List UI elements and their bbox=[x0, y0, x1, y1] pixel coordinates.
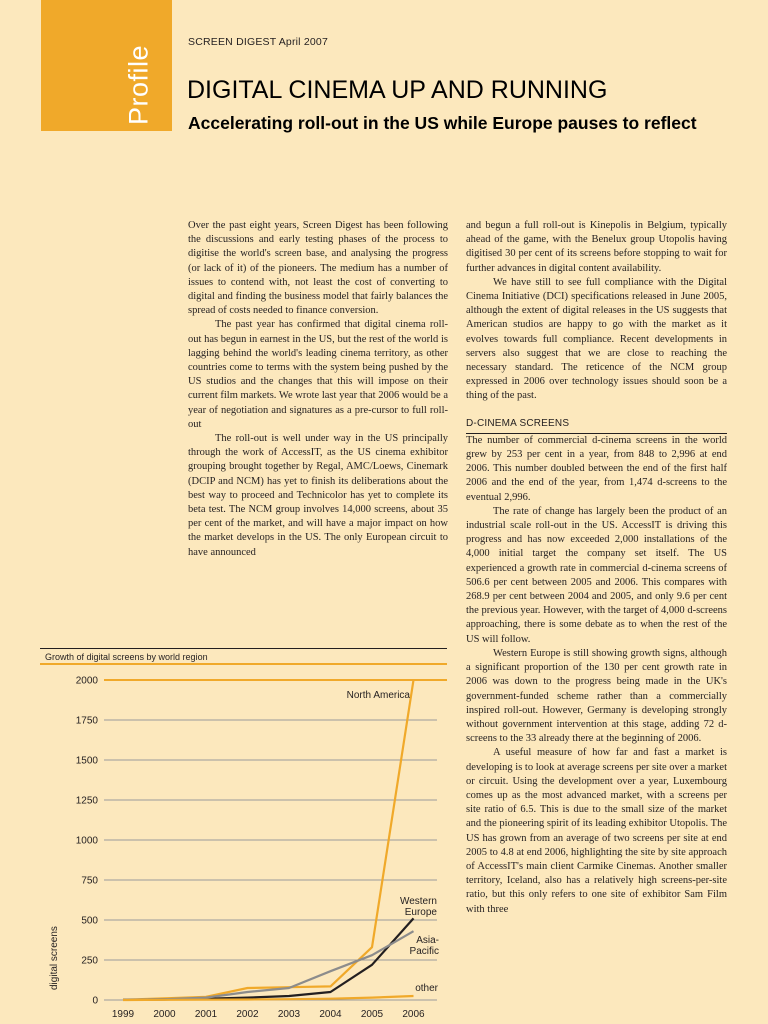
x-tick-label: 2004 bbox=[319, 1009, 342, 1020]
paragraph: A useful measure of how far and fast a market is developing is to look at average screens per site over a market or circuit. Using the development over a year, Luxembourg comes up as the most advanced market, with a screens per site ratio of 6.5. This is due to the small size of the market and the pioneering spirit of its leading exhibitor Utopolis. The US has grown from an average of two screens per site at end 2005 to 4.8 at end 2006, highlighting the site by site approach of AccessIT's main client Carmike Cinemas. Another smaller territory, Iceland, also has a relatively high screens-per-site ratio, but this only refers to one site of exhibitor Sam Film with three bbox=[466, 747, 727, 915]
article-title: DIGITAL CINEMA UP AND RUNNING bbox=[187, 76, 608, 104]
y-tick-label: 500 bbox=[81, 915, 98, 927]
paragraph: We have still to see full compliance with the Digital Cinema Initiative (DCI) specifications released in June 2005, although the extent of digital releases in the US suggests that American studios are happy to go with the market as it evolves towards full compliance. Recent developments in servers also suggest that we are close to reaching the necessary standard. The reticence of the NCM group expressed in 2006 over technology issues should soon be a thing of the past. bbox=[466, 276, 727, 402]
x-tick-label: 2003 bbox=[277, 1009, 301, 1020]
series-label: Pacific bbox=[409, 946, 439, 957]
y-tick-label: 0 bbox=[92, 995, 98, 1007]
chart-title: Growth of digital screens by world region bbox=[40, 648, 447, 663]
y-tick-label: 2000 bbox=[75, 675, 98, 687]
x-tick-label: 2000 bbox=[153, 1009, 176, 1020]
y-tick-label: 750 bbox=[81, 875, 98, 887]
paragraph: The number of commercial d-cinema screens in the world grew by 253 per cent in a year, from 848 to 2,996 at end 2006. This number doubled between the end of the first half 2006 and the end of the year, from 1,474 d-screens to the eventual 2,996. bbox=[466, 434, 727, 503]
paragraph: and begun a full roll-out is Kinepolis in Belgium, typically ahead of the game, with the Benelux group Utopolis having digitised 30 per cent of its screens before stopping to wait for further advances in digital content availability. bbox=[466, 220, 727, 274]
y-tick-label: 1750 bbox=[75, 715, 98, 727]
section-heading: D-CINEMA SCREENS bbox=[466, 417, 727, 434]
body-column-right bbox=[466, 219, 727, 917]
series-label: North America bbox=[346, 690, 410, 701]
paragraph: Over the past eight years, Screen Digest has been following the discussions and early testing phases of the process to digitise the world's screen base, and analysing the progress (or lack of it) of the pioneers. The medium has a number of issues to contend with, not least the cost of converting to digital and finding the business model that fairly balances the spread of costs needed to finance conversion. bbox=[188, 220, 448, 317]
x-tick-label: 1999 bbox=[111, 1009, 135, 1020]
y-tick-label: 250 bbox=[81, 955, 98, 967]
x-tick-label: 2005 bbox=[360, 1009, 384, 1020]
section-tab-label: Profile bbox=[123, 44, 154, 126]
y-tick-label: 1250 bbox=[75, 795, 98, 807]
paragraph: The past year has confirmed that digital cinema roll-out has begun in earnest in the US, but the rest of the world is lagging behind the world's leading cinema territory, as other countries come to terms with the system being pushed by the US studios and the changes that this will impose on their current film markets. We wrote last year that 2006 would be a year of negotiation and signatures as a pre-cursor to full roll-out bbox=[188, 319, 448, 430]
paragraph: The roll-out is well under way in the US principally through the work of AccessIT, as the US cinema exhibitor grouping brought together by Regal, AMC/Loews, Cinemark (DCIP and NCM) has yet to finish its deliberations about the best way to proceed and Technicolor has yet to complete its beta test. The NCM group involves 14,000 screens, about 35 per cent of the market, and will have a major impact on how the market develops in the US. The only European circuit to have announced bbox=[188, 433, 448, 558]
y-axis-label: digital screens bbox=[49, 926, 60, 990]
article-subtitle: Accelerating roll-out in the US while Europe pauses to reflect bbox=[188, 113, 697, 133]
series-label: other bbox=[415, 983, 438, 994]
x-tick-label: 2001 bbox=[194, 1009, 218, 1020]
y-tick-label: 1500 bbox=[75, 755, 98, 767]
chart-figure bbox=[40, 648, 447, 1024]
body-column-left bbox=[188, 219, 448, 560]
series-label: Asia- bbox=[416, 935, 439, 946]
publication-line: SCREEN DIGEST April 2007 bbox=[188, 36, 328, 48]
paragraph: The rate of change has largely been the product of an industrial scale roll-out in the US. AccessIT is driving this progress and has now exceeded 2,000 installations of the 4,000 initial target the company set itself. The US experienced a growth rate in commercial d-cinema screens of 506.6 per cent between 2005 and 2006. This compares with 268.9 per cent between 2004 and 2005, and only 9.6 per cent the previous year. However, with the target of 4,000 d-screens approaching, there is some debate as to when the rest of the US will follow. bbox=[466, 505, 727, 645]
series-label: Europe bbox=[404, 907, 437, 918]
paragraph: Western Europe is still showing growth signs, although a significant proportion of the 130 per cent growth rate in 2006 was down to the progress being made in the UK's government-funded scheme rather than a commercially inspired roll-out. However, Germany is developing strongly without government intervention at this stage, adding 72 d-screens to the 33 already there at the beginning of 2006. bbox=[466, 647, 727, 745]
line-chart bbox=[40, 648, 447, 1024]
y-tick-label: 1000 bbox=[75, 835, 98, 847]
x-tick-label: 2006 bbox=[402, 1009, 425, 1020]
x-tick-label: 2002 bbox=[236, 1009, 259, 1020]
series-label: Western bbox=[399, 896, 437, 907]
